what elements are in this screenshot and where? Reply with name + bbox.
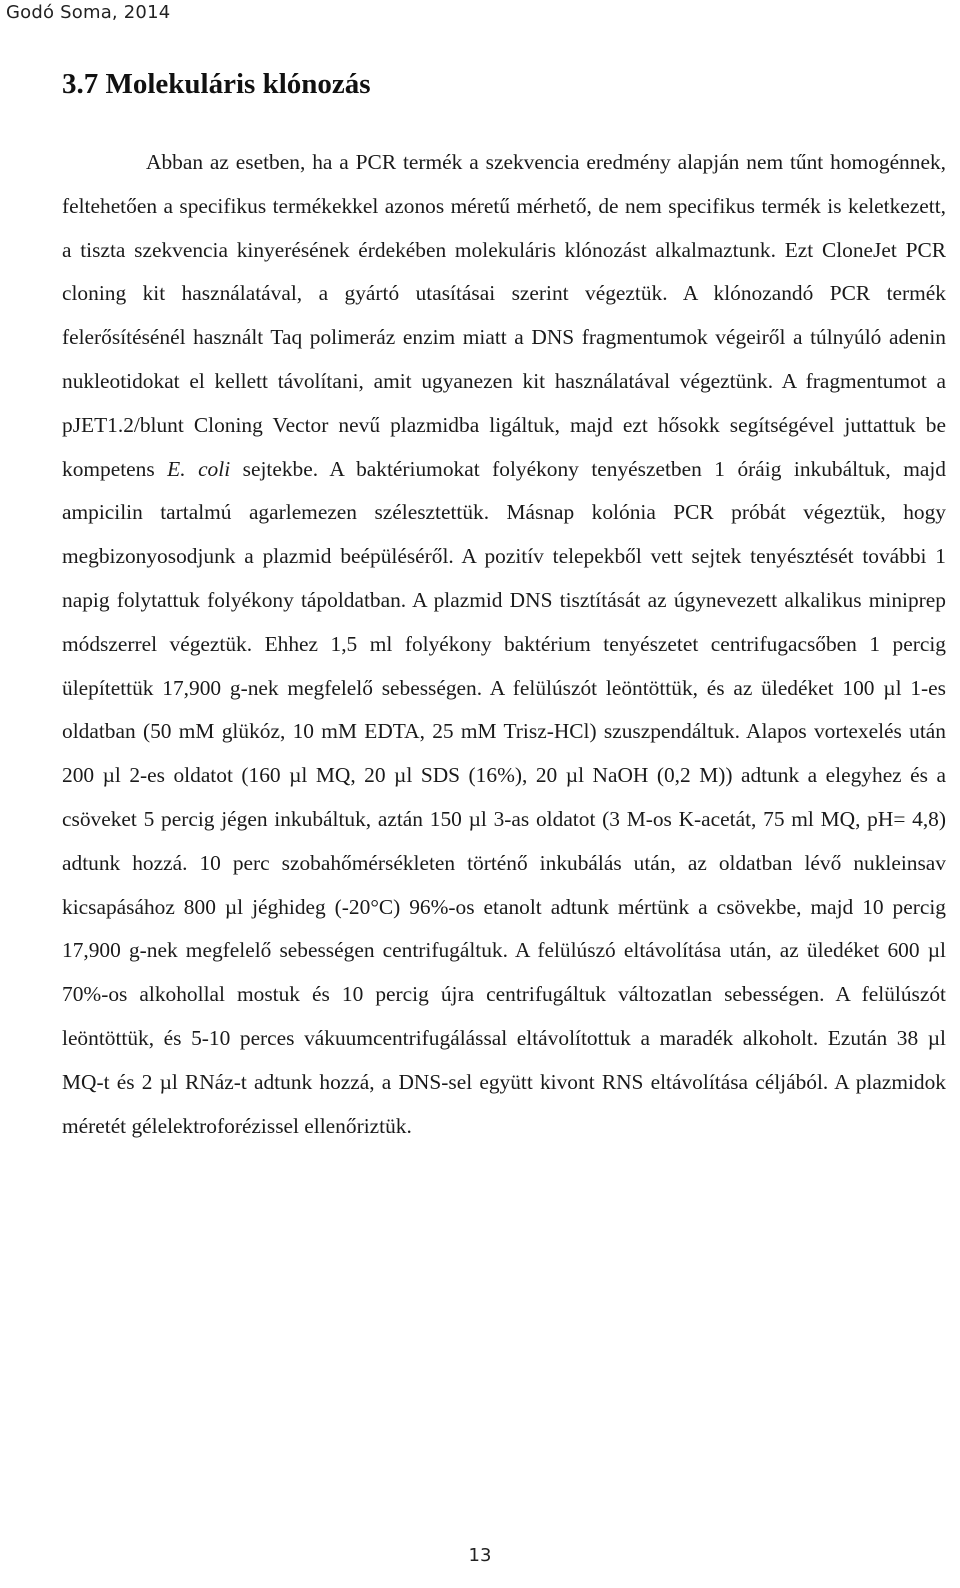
section-title: 3.7 Molekuláris klónozás <box>62 68 371 100</box>
body-paragraph <box>62 141 946 1148</box>
species-epithet: coli <box>198 456 231 481</box>
running-header: Godó Soma, 2014 <box>6 2 171 23</box>
paragraph-space <box>186 457 198 481</box>
paragraph-text-2: sejtekbe. A baktériumokat folyékony tenyészetben 1 óráig inkubáltuk, majd ampicilin tartalmú agarlemezen szélesztettük. Másnap kolónia PCR próbát végeztük, hogy megbizonyosodjunk a plazmid beépüléséről. A pozitív telepekből vett sejtek tenyésztését további 1 napig folytattuk folyékony tápoldatban. A plazmid DNS tisztítását az úgynevezett alkalikus miniprep módszerrel végeztük. Ehhez 1,5 ml folyékony baktérium tenyészetet centrifugacsőben 1 percig ülepítettük 17,900 g-nek megfelelő sebességen. A felülúszót leöntöttük, és az üledéket 100 µl 1-es oldatban (50 mM glükóz, 10 mM EDTA, 25 mM Trisz-HCl) szuszpendáltuk. Alapos vortexelés után 200 µl 2-es oldatot (160 µl MQ, 20 µl SDS (16%), 20 µl NaOH (0,2 M)) adtunk a elegyhez és a csöveket 5 percig jégen inkubáltuk, aztán 150 µl 3-as oldatot (3 M-os K-acetát, 75 ml MQ, pH= 4,8) adtunk hozzá. 10 perc szobahőmérsékleten történő inkubálás után, az oldatban lévő nukleinsav kicsapásához 800 µl jéghideg (-20°C) 96%-os etanolt adtunk mértünk a csövekbe, majd 10 percig 17,900 g-nek megfelelő sebességen centrifugáltuk. A felülúszó eltávolítása után, az üledéket 600 µl 70%-os alkohollal mostuk és 10 percig újra centrifugáltuk változatlan sebességen. A felülúszót leöntöttük, és 5-10 perces vákuumcentrifugálással eltávolítottuk a maradék alkoholt. Ezután 38 µl MQ-t és 2 µl RNáz-t adtunk hozzá, a DNS-sel együtt kivont RNS eltávolítása céljából. A plazmidok méretét gélelektroforézissel ellenőriztük. <box>62 456 946 1138</box>
page-number: 13 <box>468 1545 492 1566</box>
paragraph-text-1: Abban az esetben, ha a PCR termék a szekvencia eredmény alapján nem tűnt homogénnek, feltehetően a specifikus termékekkel azonos méretű mérhető, de nem specifikus termék is keletkezett, a tiszta szekvencia kinyerésének érdekében molekuláris klónozást alkalmaztunk. Ezt CloneJet PCR cloning kit használatával, a gyártó utasításai szerint végeztük. A klónozandó PCR termék felerősítésénél használt Taq polimeráz enzim miatt a DNS fragmentumok végeiről a túlnyúló adenin nukleotidokat el kellett távolítani, amit ugyanezen kit használatával végeztünk. A fragmentumot a pJET1.2/blunt Cloning Vector nevű plazmidba ligáltuk, majd ezt hősokk segítségével juttattuk be kompetens <box>62 150 946 481</box>
species-genus-abbrev: E. <box>167 456 186 481</box>
